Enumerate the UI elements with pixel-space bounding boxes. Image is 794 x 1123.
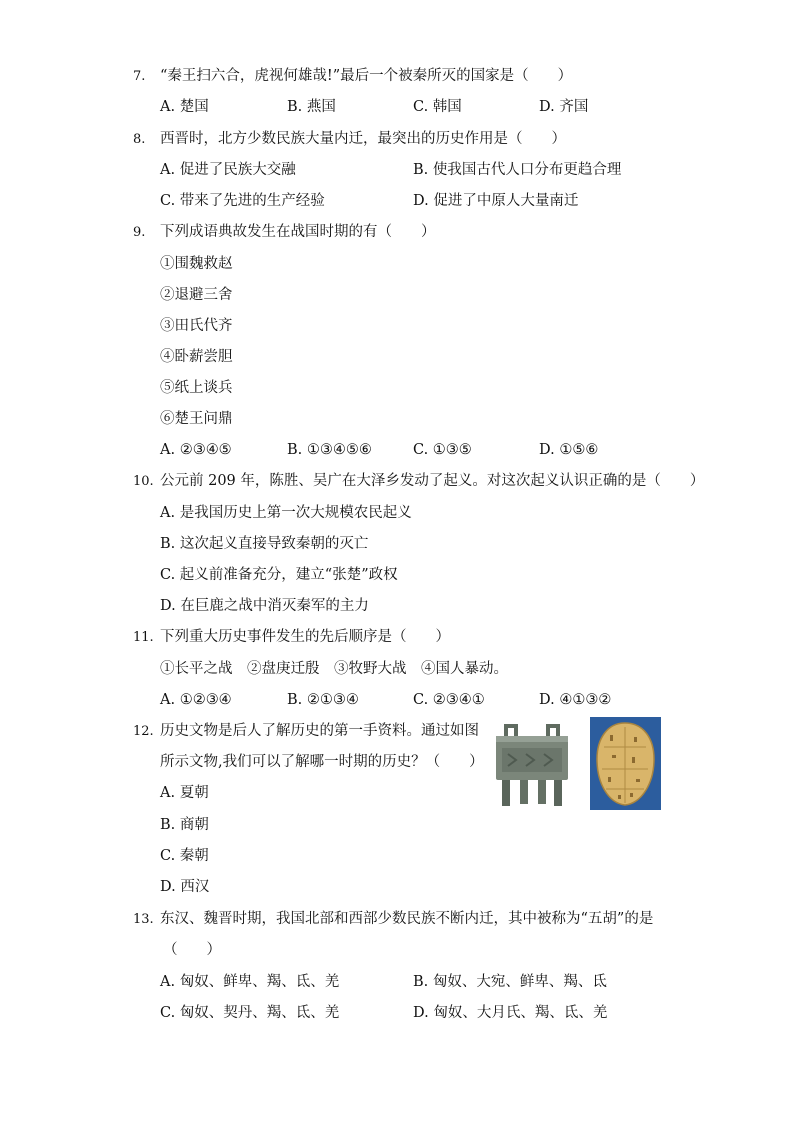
question-8-option-b[interactable]: B. 使我国古代人口分布更趋合理 bbox=[413, 162, 622, 178]
question-9-stem: 下列成语典故发生在战国时期的有（ ） bbox=[160, 224, 436, 240]
question-9-item-5: ⑤纸上谈兵 bbox=[160, 380, 233, 396]
question-9-option-d[interactable]: D. ①⑤⑥ bbox=[539, 442, 599, 458]
question-7-number: 7. bbox=[133, 69, 146, 84]
question-12-stem-line-2: 所示文物,我们可以了解哪一时期的历史？（ ） bbox=[160, 754, 484, 770]
question-7-option-c[interactable]: C. 韩国 bbox=[413, 99, 462, 115]
question-11-option-c[interactable]: C. ②③④① bbox=[413, 692, 485, 708]
question-12-option-a[interactable]: A. 夏朝 bbox=[160, 785, 209, 801]
question-11-number: 11. bbox=[133, 630, 154, 645]
question-9-option-c[interactable]: C. ①③⑤ bbox=[413, 442, 472, 458]
question-7-stem: “秦王扫六合，虎视何雄哉!”最后一个被秦所灭的国家是（ ） bbox=[160, 68, 573, 84]
question-8-option-c[interactable]: C. 带来了先进的生产经验 bbox=[160, 193, 325, 209]
question-11-option-a[interactable]: A. ①②③④ bbox=[160, 692, 232, 708]
question-12-stem-line-1: 历史文物是后人了解历史的第一手资料。通过如图 bbox=[160, 723, 479, 739]
question-13-stem-line-1: 东汉、魏晋时期，我国北部和西部少数民族不断内迁，其中被称为“五胡”的是 bbox=[160, 911, 654, 927]
question-9-item-3: ③田氏代齐 bbox=[160, 318, 233, 334]
question-13-option-b[interactable]: B. 匈奴、大宛、鲜卑、羯、氐 bbox=[413, 974, 607, 990]
oracle-bone-image bbox=[590, 717, 661, 810]
question-7-option-a[interactable]: A. 楚国 bbox=[160, 99, 209, 115]
question-11-items: ①长平之战 ②盘庚迁殷 ③牧野大战 ④国人暴动。 bbox=[160, 661, 508, 677]
question-13-option-a[interactable]: A. 匈奴、鲜卑、羯、氐、羌 bbox=[160, 974, 340, 990]
question-10-option-d[interactable]: D. 在巨鹿之战中消灭秦军的主力 bbox=[160, 598, 369, 614]
question-8-number: 8. bbox=[133, 132, 146, 147]
question-11-option-b[interactable]: B. ②①③④ bbox=[287, 692, 359, 708]
question-9-item-4: ④卧薪尝胆 bbox=[160, 349, 233, 365]
question-9-number: 9. bbox=[133, 225, 146, 240]
question-10-option-c[interactable]: C. 起义前准备充分，建立“张楚”政权 bbox=[160, 567, 398, 583]
question-9-item-1: ①围魏救赵 bbox=[160, 256, 233, 272]
question-10-number: 10. bbox=[133, 474, 154, 489]
question-12-number: 12. bbox=[133, 724, 154, 739]
question-9-option-b[interactable]: B. ①③④⑤⑥ bbox=[287, 442, 372, 458]
question-13-stem-line-2: （ ） bbox=[163, 942, 221, 958]
question-9-item-6: ⑥楚王问鼎 bbox=[160, 411, 233, 427]
question-10-stem: 公元前 209 年，陈胜、吴广在大泽乡发动了起义。对这次起义认识正确的是（ ） bbox=[160, 473, 705, 489]
question-9-option-a[interactable]: A. ②③④⑤ bbox=[160, 442, 232, 458]
bronze-ding-image bbox=[490, 720, 574, 808]
question-8-stem: 西晋时，北方少数民族大量内迁，最突出的历史作用是（ ） bbox=[160, 131, 566, 147]
question-12-option-b[interactable]: B. 商朝 bbox=[160, 817, 209, 833]
question-12-option-d[interactable]: D. 西汉 bbox=[160, 879, 210, 895]
question-13-number: 13. bbox=[133, 912, 154, 927]
question-10-option-a[interactable]: A. 是我国历史上第一次大规模农民起义 bbox=[160, 505, 412, 521]
question-8-option-d[interactable]: D. 促进了中原人大量南迁 bbox=[413, 193, 579, 209]
question-11-option-d[interactable]: D. ④①③② bbox=[539, 692, 612, 708]
question-12-option-c[interactable]: C. 秦朝 bbox=[160, 848, 209, 864]
question-11-stem: 下列重大历史事件发生的先后顺序是（ ） bbox=[160, 629, 450, 645]
question-9-item-2: ②退避三舍 bbox=[160, 287, 233, 303]
question-10-option-b[interactable]: B. 这次起义直接导致秦朝的灭亡 bbox=[160, 536, 369, 552]
question-13-option-d[interactable]: D. 匈奴、大月氏、羯、氐、羌 bbox=[413, 1005, 608, 1021]
question-13-option-c[interactable]: C. 匈奴、契丹、羯、氐、羌 bbox=[160, 1005, 340, 1021]
question-8-option-a[interactable]: A. 促进了民族大交融 bbox=[160, 162, 296, 178]
question-7-option-b[interactable]: B. 燕国 bbox=[287, 99, 336, 115]
question-7-option-d[interactable]: D. 齐国 bbox=[539, 99, 589, 115]
